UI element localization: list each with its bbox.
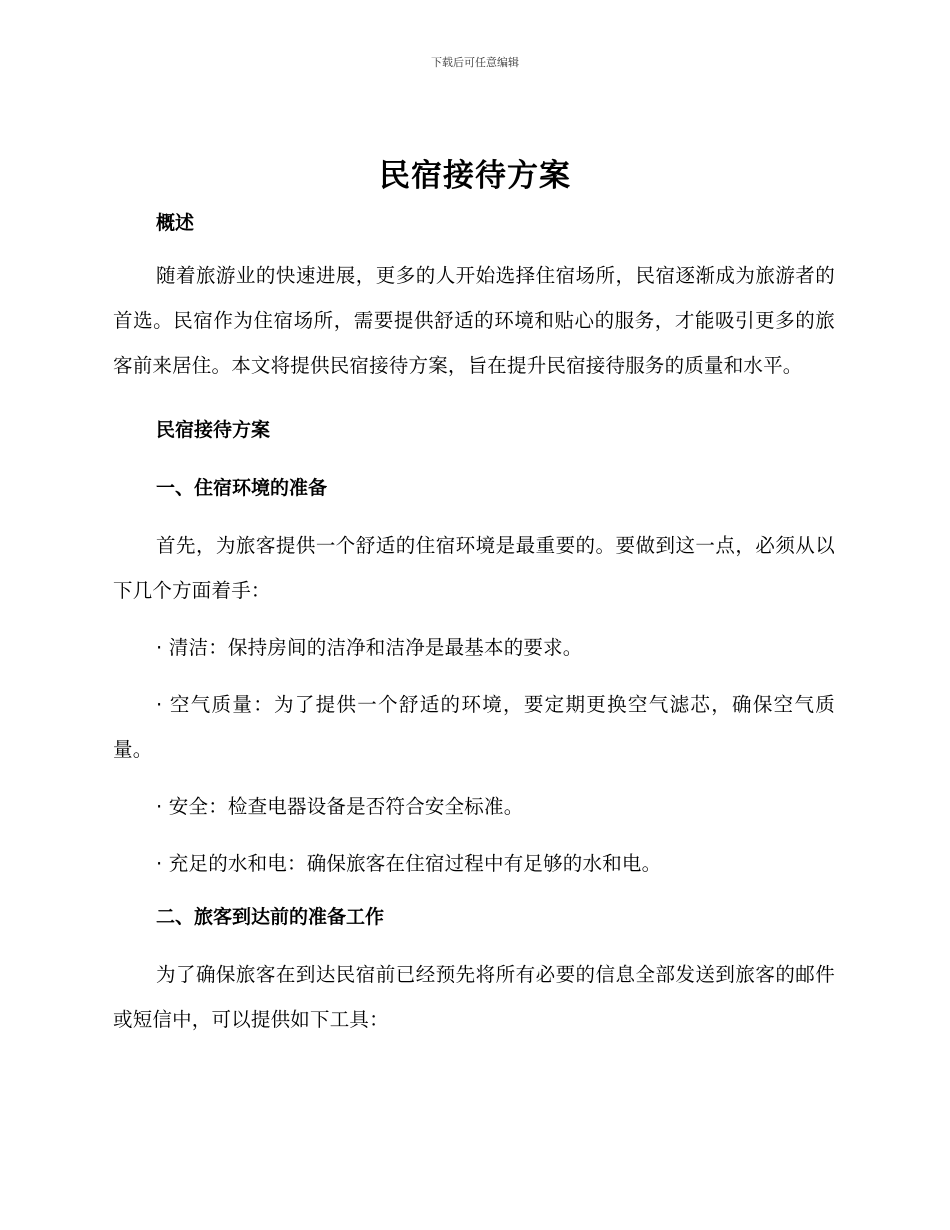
- bullet-utilities: · 充足的水和电：确保旅客在住宿过程中有足够的水和电。: [156, 852, 662, 875]
- overview-heading: 概述: [156, 212, 195, 234]
- page-header-note: 下载后可任意编辑: [431, 56, 519, 69]
- section2-intro-paragraph: 为了确保旅客在到达民宿前已经预先将所有必要的信息全部发送到旅客的邮件或短信中，可以提供如下工具：: [113, 963, 835, 1031]
- document-body: [113, 206, 835, 1042]
- section2-heading: 二、旅客到达前的准备工作: [156, 906, 385, 928]
- document-title: 民宿接待方案: [379, 158, 571, 194]
- bullet-safety: · 安全：检查电器设备是否符合安全标准。: [156, 795, 524, 818]
- overview-paragraph: 随着旅游业的快速进展，更多的人开始选择住宿场所，民宿逐渐成为旅游者的首选。民宿作为住宿场所，需要提供舒适的环境和贴心的服务，才能吸引更多的旅客前来居住。本文将提供民宿接待方案，旨在提升民宿接待服务的质量和水平。: [113, 264, 835, 377]
- bullet-air-quality: · 空气质量：为了提供一个舒适的环境，要定期更换空气滤芯，确保空气质量。: [113, 693, 835, 761]
- section1-heading: 一、住宿环境的准备: [156, 477, 328, 499]
- section1-intro-paragraph: 首先，为旅客提供一个舒适的住宿环境是最重要的。要做到这一点，必须从以下几个方面着手：: [113, 534, 835, 602]
- bullet-cleanliness: · 清洁：保持房间的洁净和洁净是最基本的要求。: [156, 636, 583, 659]
- plan-heading: 民宿接待方案: [156, 419, 271, 441]
